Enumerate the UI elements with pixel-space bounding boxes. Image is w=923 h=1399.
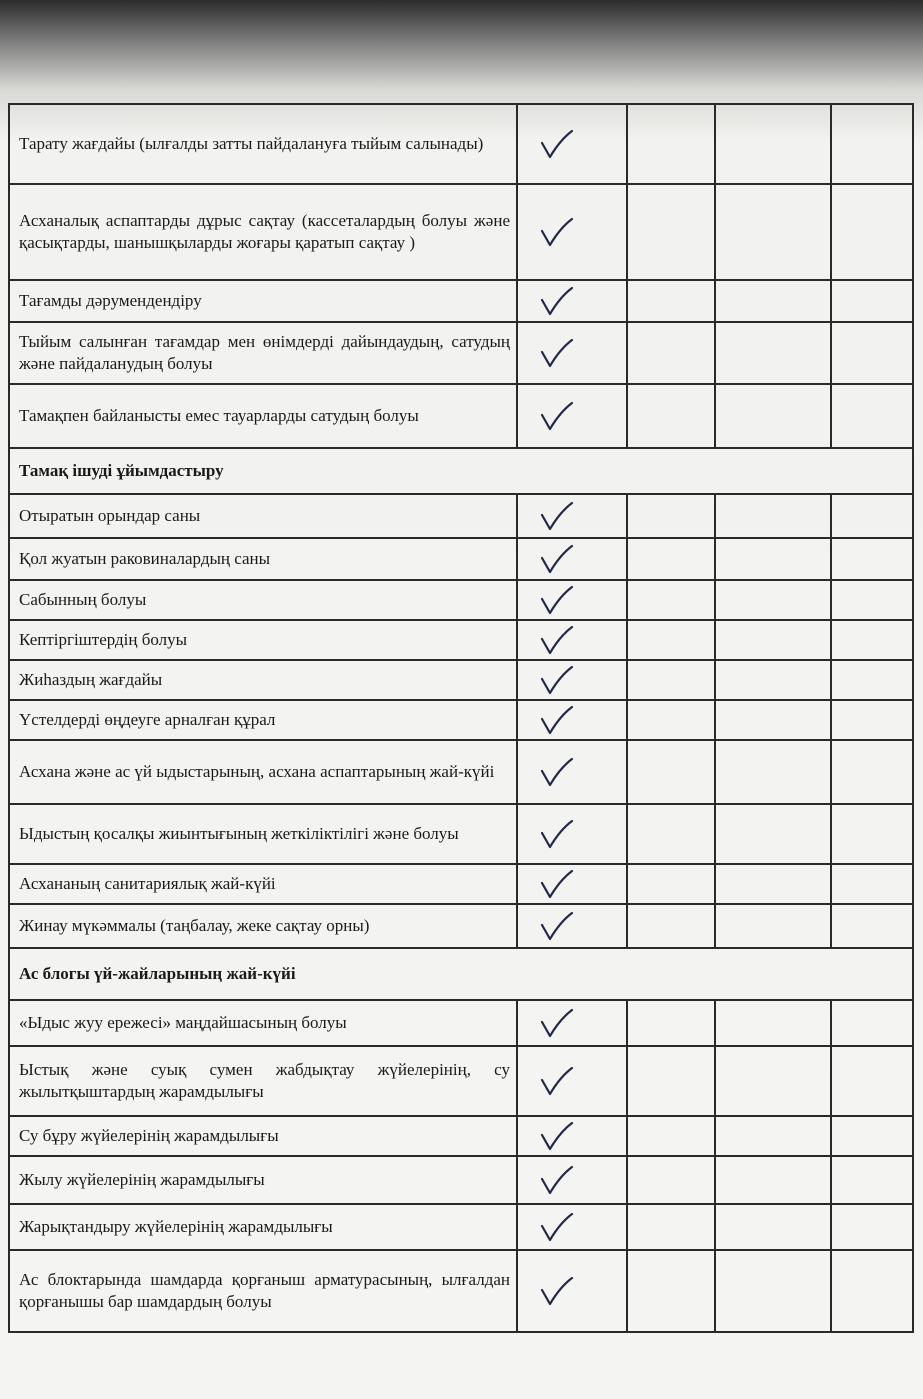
item-label: Асханалық аспаптарды дұрыс сақтау (кассеталардың болуы және қасықтарды, шанышқыларды жоғары қаратып сақтау ) — [9, 184, 517, 280]
check-cell — [517, 104, 627, 184]
section-heading: Ас блогы үй-жайларының жай-күйі — [9, 948, 913, 1000]
empty-cell — [831, 280, 913, 322]
handwritten-check-icon — [536, 1275, 576, 1307]
empty-cell — [627, 864, 715, 904]
empty-cell — [715, 904, 831, 948]
table-row — [9, 184, 913, 280]
handwritten-check-icon — [536, 1120, 576, 1152]
empty-cell — [627, 104, 715, 184]
empty-cell — [831, 804, 913, 864]
item-label: Су бұру жүйелерінің жарамдылығы — [9, 1116, 517, 1156]
empty-cell — [715, 494, 831, 538]
check-cell — [517, 700, 627, 740]
empty-cell — [831, 538, 913, 580]
check-cell — [517, 184, 627, 280]
check-cell — [517, 620, 627, 660]
check-cell — [517, 1000, 627, 1046]
empty-cell — [831, 494, 913, 538]
table-row — [9, 1156, 913, 1204]
empty-cell — [627, 740, 715, 804]
empty-cell — [715, 804, 831, 864]
empty-cell — [831, 1116, 913, 1156]
empty-cell — [831, 620, 913, 660]
table-row — [9, 904, 913, 948]
empty-cell — [831, 904, 913, 948]
table-row — [9, 804, 913, 864]
table-row — [9, 494, 913, 538]
check-cell — [517, 864, 627, 904]
empty-cell — [715, 538, 831, 580]
handwritten-check-icon — [536, 400, 576, 432]
table-row — [9, 322, 913, 384]
empty-cell — [831, 580, 913, 620]
empty-cell — [627, 580, 715, 620]
check-cell — [517, 280, 627, 322]
item-label: Асхананың санитариялық жай-күйі — [9, 864, 517, 904]
item-label: Тыйым салынған тағамдар мен өнімдерді дайындаудың, сатудың және пайдаланудың болуы — [9, 322, 517, 384]
table-row — [9, 700, 913, 740]
table-row — [9, 1250, 913, 1332]
empty-cell — [627, 1156, 715, 1204]
handwritten-check-icon — [536, 285, 576, 317]
empty-cell — [715, 1250, 831, 1332]
section-row — [9, 448, 913, 494]
item-label: Асхана және ас үй ыдыстарының, асхана аспаптарының жай-күйі — [9, 740, 517, 804]
empty-cell — [715, 104, 831, 184]
handwritten-check-icon — [536, 910, 576, 942]
item-label: Ыстық және суық сумен жабдықтау жүйелерінің, су жылытқыштардың жарамдылығы — [9, 1046, 517, 1116]
item-label: Отыратын орындар саны — [9, 494, 517, 538]
empty-cell — [627, 384, 715, 448]
empty-cell — [831, 1156, 913, 1204]
handwritten-check-icon — [536, 704, 576, 736]
handwritten-check-icon — [536, 500, 576, 532]
handwritten-check-icon — [536, 216, 576, 248]
item-label: Ас блоктарында шамдарда қорғаныш арматурасының, ылғалдан қорғанышы бар шамдардың болуы — [9, 1250, 517, 1332]
table-row — [9, 864, 913, 904]
handwritten-check-icon — [536, 1164, 576, 1196]
check-cell — [517, 1156, 627, 1204]
check-cell — [517, 580, 627, 620]
handwritten-check-icon — [536, 1007, 576, 1039]
item-label: Жинау мүкәммалы (таңбалау, жеке сақтау орны) — [9, 904, 517, 948]
table-row — [9, 620, 913, 660]
check-cell — [517, 740, 627, 804]
table-row — [9, 1046, 913, 1116]
handwritten-check-icon — [536, 868, 576, 900]
empty-cell — [715, 1156, 831, 1204]
item-label: «Ыдыс жуу ережесі» маңдайшасының болуы — [9, 1000, 517, 1046]
item-label: Қол жуатын раковиналардың саны — [9, 538, 517, 580]
table-row — [9, 1204, 913, 1250]
handwritten-check-icon — [536, 337, 576, 369]
checklist-body — [9, 104, 913, 1332]
empty-cell — [831, 384, 913, 448]
handwritten-check-icon — [536, 1065, 576, 1097]
empty-cell — [627, 904, 715, 948]
empty-cell — [715, 580, 831, 620]
empty-cell — [627, 660, 715, 700]
item-label: Жиһаздың жағдайы — [9, 660, 517, 700]
empty-cell — [627, 1204, 715, 1250]
check-cell — [517, 494, 627, 538]
empty-cell — [715, 660, 831, 700]
empty-cell — [627, 1116, 715, 1156]
item-label: Сабынның болуы — [9, 580, 517, 620]
table-row — [9, 384, 913, 448]
empty-cell — [715, 620, 831, 660]
table-row — [9, 660, 913, 700]
section-row — [9, 948, 913, 1000]
table-row — [9, 538, 913, 580]
empty-cell — [715, 700, 831, 740]
table-row — [9, 280, 913, 322]
empty-cell — [715, 1046, 831, 1116]
check-cell — [517, 322, 627, 384]
check-cell — [517, 1046, 627, 1116]
empty-cell — [715, 384, 831, 448]
empty-cell — [627, 700, 715, 740]
item-label: Жылу жүйелерінің жарамдылығы — [9, 1156, 517, 1204]
empty-cell — [627, 620, 715, 660]
table-row — [9, 1116, 913, 1156]
empty-cell — [715, 322, 831, 384]
empty-cell — [831, 1046, 913, 1116]
item-label: Тарату жағдайы (ылғалды затты пайдалануға тыйым салынады) — [9, 104, 517, 184]
empty-cell — [831, 322, 913, 384]
empty-cell — [627, 538, 715, 580]
empty-cell — [831, 1250, 913, 1332]
handwritten-check-icon — [536, 584, 576, 616]
item-label: Тағамды дәрумендендіру — [9, 280, 517, 322]
item-label: Тамақпен байланысты емес тауарларды сатудың болуы — [9, 384, 517, 448]
empty-cell — [831, 660, 913, 700]
check-cell — [517, 538, 627, 580]
check-cell — [517, 904, 627, 948]
empty-cell — [831, 104, 913, 184]
check-cell — [517, 1250, 627, 1332]
handwritten-check-icon — [536, 624, 576, 656]
handwritten-check-icon — [536, 756, 576, 788]
empty-cell — [715, 1204, 831, 1250]
item-label: Жарықтандыру жүйелерінің жарамдылығы — [9, 1204, 517, 1250]
empty-cell — [831, 1000, 913, 1046]
check-cell — [517, 804, 627, 864]
item-label: Үстелдерді өңдеуге арналған құрал — [9, 700, 517, 740]
empty-cell — [715, 864, 831, 904]
handwritten-check-icon — [536, 664, 576, 696]
empty-cell — [715, 1000, 831, 1046]
empty-cell — [627, 322, 715, 384]
empty-cell — [715, 184, 831, 280]
empty-cell — [627, 1250, 715, 1332]
check-cell — [517, 660, 627, 700]
empty-cell — [831, 700, 913, 740]
empty-cell — [627, 804, 715, 864]
check-cell — [517, 384, 627, 448]
empty-cell — [831, 184, 913, 280]
empty-cell — [831, 1204, 913, 1250]
table-row — [9, 104, 913, 184]
table-row — [9, 580, 913, 620]
handwritten-check-icon — [536, 818, 576, 850]
empty-cell — [715, 1116, 831, 1156]
section-heading: Тамақ ішуді ұйымдастыру — [9, 448, 913, 494]
empty-cell — [627, 184, 715, 280]
empty-cell — [831, 864, 913, 904]
empty-cell — [627, 280, 715, 322]
empty-cell — [627, 494, 715, 538]
empty-cell — [831, 740, 913, 804]
empty-cell — [627, 1000, 715, 1046]
item-label: Кептіргіштердің болуы — [9, 620, 517, 660]
item-label: Ыдыстың қосалқы жиынтығының жеткіліктілігі және болуы — [9, 804, 517, 864]
table-row — [9, 1000, 913, 1046]
handwritten-check-icon — [536, 128, 576, 160]
empty-cell — [715, 280, 831, 322]
handwritten-check-icon — [536, 543, 576, 575]
check-cell — [517, 1116, 627, 1156]
checklist-table — [8, 103, 914, 1333]
handwritten-check-icon — [536, 1211, 576, 1243]
table-row — [9, 740, 913, 804]
empty-cell — [715, 740, 831, 804]
check-cell — [517, 1204, 627, 1250]
empty-cell — [627, 1046, 715, 1116]
